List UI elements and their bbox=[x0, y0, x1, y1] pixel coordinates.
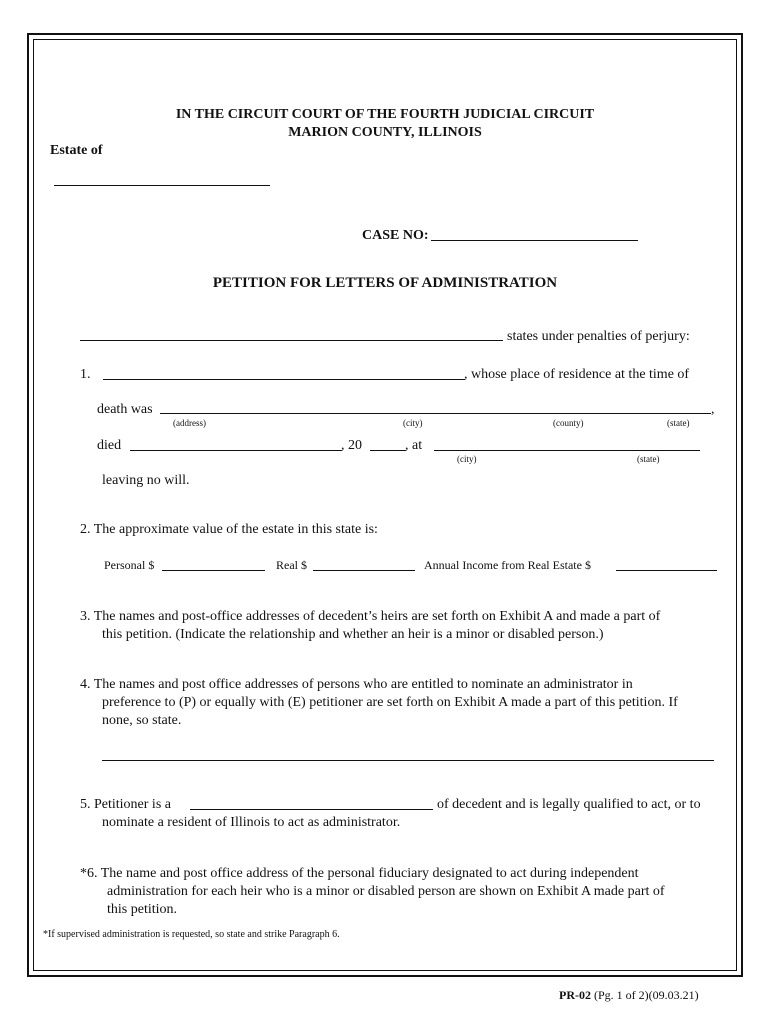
residence-field[interactable] bbox=[160, 413, 711, 414]
footnote: *If supervised administration is requested, so state and strike Paragraph 6. bbox=[43, 929, 340, 940]
page-title: PETITION FOR LETTERS OF ADMINISTRATION bbox=[212, 275, 558, 291]
p1-whose-text: , whose place of residence at the time of bbox=[464, 367, 690, 382]
label-county: (county) bbox=[553, 418, 584, 428]
p5-text-b: of decedent and is legally qualified to act, or to bbox=[437, 797, 701, 812]
p3-line-2: this petition. (Indicate the relationship and whether an heir is a minor or disabled person.) bbox=[102, 627, 604, 642]
personal-value-field[interactable] bbox=[162, 570, 265, 571]
real-label: Real $ bbox=[276, 558, 307, 572]
p1-number: 1. bbox=[80, 367, 91, 382]
label-state-2: (state) bbox=[637, 454, 660, 464]
intro-text: states under penalties of perjury: bbox=[507, 329, 690, 344]
p6-line-1: *6. The name and post office address of the personal fiduciary designated to act during independent bbox=[80, 866, 639, 881]
p6-line-3: this petition. bbox=[107, 902, 177, 917]
court-line-2: MARION COUNTY, ILLINOIS bbox=[288, 125, 482, 140]
estate-name-field[interactable] bbox=[54, 185, 270, 186]
annual-income-label: Annual Income from Real Estate $ bbox=[424, 558, 591, 572]
label-state: (state) bbox=[667, 418, 690, 428]
leaving-no-will: leaving no will. bbox=[102, 473, 190, 488]
petitioner-name-field[interactable] bbox=[80, 340, 503, 341]
p4-answer-field[interactable] bbox=[102, 760, 714, 761]
death-year-field[interactable] bbox=[370, 450, 406, 451]
court-line-1: IN THE CIRCUIT COURT OF THE FOURTH JUDICIAL CIRCUIT bbox=[175, 107, 595, 122]
p5-text-a: 5. Petitioner is a bbox=[80, 797, 171, 812]
case-no-label: CASE NO: bbox=[362, 228, 429, 243]
residence-comma: , bbox=[711, 402, 715, 417]
p4-line-1: 4. The names and post office addresses of persons who are entitled to nominate an administrator in bbox=[80, 677, 633, 692]
p4-line-2: preference to (P) or equally with (E) petitioner are set forth on Exhibit A made a part of this petition. If bbox=[102, 695, 678, 710]
at-label: , at bbox=[405, 438, 423, 453]
p3-line-1: 3. The names and post-office addresses of decedent’s heirs are set forth on Exhibit A and made a part of bbox=[80, 609, 661, 624]
estate-of-label: Estate of bbox=[50, 143, 103, 158]
death-place-field[interactable] bbox=[434, 450, 700, 451]
death-was-label: death was bbox=[97, 402, 153, 417]
decedent-name-field[interactable] bbox=[103, 379, 465, 380]
label-address: (address) bbox=[173, 418, 206, 428]
p6-line-2: administration for each heir who is a minor or disabled person are shown on Exhibit A made part of bbox=[107, 884, 665, 899]
p4-line-3: none, so state. bbox=[102, 713, 182, 728]
personal-label: Personal $ bbox=[104, 558, 155, 572]
real-value-field[interactable] bbox=[313, 570, 415, 571]
p2-text: 2. The approximate value of the estate in this state is: bbox=[80, 522, 378, 537]
form-id: PR-02 bbox=[559, 988, 591, 1002]
death-date-field[interactable] bbox=[130, 450, 342, 451]
p5-line-2: nominate a resident of Illinois to act as administrator. bbox=[102, 815, 401, 830]
label-city-2: (city) bbox=[457, 454, 477, 464]
page-info: (Pg. 1 of 2)(09.03.21) bbox=[591, 988, 699, 1002]
inner-border bbox=[33, 39, 737, 971]
annual-income-field[interactable] bbox=[616, 570, 717, 571]
label-city: (city) bbox=[403, 418, 423, 428]
form-footer bbox=[559, 987, 699, 1003]
case-no-field[interactable] bbox=[431, 240, 638, 241]
died-label: died bbox=[97, 438, 122, 453]
relationship-field[interactable] bbox=[190, 809, 433, 810]
year-prefix: , 20 bbox=[341, 438, 362, 453]
